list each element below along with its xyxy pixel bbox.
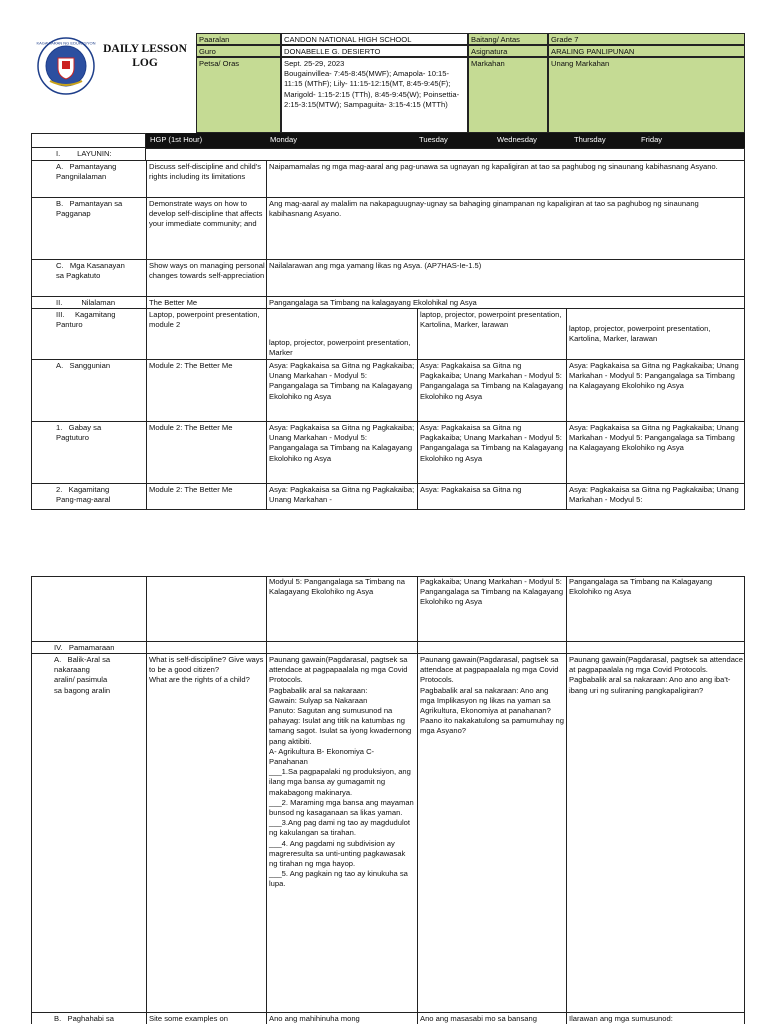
continuation-row <box>31 576 745 642</box>
row-iii-label: III. Kagamitang Panturo <box>56 310 116 330</box>
asignatura-value: ARALING PANLIPUNAN <box>548 45 745 57</box>
row-balik-tuesday: Paunang gawain(Pagdarasal, pagtsek sa attendace at pagpapaalala ng mga Covid Protocols. Pagbabalik aral sa nakaraan: Ano ang mga Implikasyon ng likas na yaman sa Agrikultura, Ekonomiya at panahanan? Paano ito nakakatulong sa pamumuhay ng mga Asyano? <box>420 655 564 736</box>
row-balik-hgp: What is self-discipline? Give ways to be a good citizen? What are the rights of a child? <box>149 655 264 685</box>
row-balik-label: A. Balik-Aral sa nakaraang aralin/ pasimula sa bagong aralin <box>54 655 111 695</box>
markahan-label: Markahan <box>468 57 548 133</box>
row-ii-main: Pangangalaga sa Timbang na kalagayang Ekolohikal ng Asya <box>269 298 477 307</box>
row-gabay-label: 1. Gabay sa Pagtuturo <box>56 423 102 443</box>
row-iii-tuesday: laptop, projector, powerpoint presentation, Kartolina, Marker, larawan <box>420 310 562 330</box>
row-paghahabi-label: B. Paghahabi sa <box>54 1014 114 1023</box>
deped-seal-logo <box>36 36 96 96</box>
row-paghahabi-tuesday: Ano ang masasabi mo sa bansang <box>420 1014 537 1023</box>
baitang-value: Grade 7 <box>548 33 745 45</box>
row-paghahabi-monday: Ano ang mahihinuha mong <box>269 1014 360 1023</box>
asignatura-label: Asignatura <box>468 45 548 57</box>
monday-header: Monday <box>270 135 298 144</box>
layunin-label: I. LAYUNIN: <box>56 149 112 158</box>
paaralan-label: Paaralan <box>196 33 281 45</box>
row-iii-hgp: Laptop, powerpoint presentation, module 2 <box>149 310 260 330</box>
wednesday-header: Wednesday <box>497 135 537 144</box>
gabay-sa-pagtuturo-row <box>31 422 745 484</box>
row-sanggunian-monday: Asya: Pagkakaisa sa Gitna ng Pagkakaiba; Unang Markahan - Modyul 5: Pangangalaga sa Timbang na Kalagayang Ekolohiko ng Asya <box>269 361 415 401</box>
row-gabay-monday: Asya: Pagkakaisa sa Gitna ng Pagkakaiba; Unang Markahan - Modyul 5: Pangangalaga sa Timbang na Kalagayang Ekolohiko ng Asya <box>269 423 415 463</box>
row-b-label: B. Pamantayan sa Pagganap <box>56 199 123 219</box>
paghahabi-row <box>31 1013 745 1024</box>
pamamaraan-row <box>31 642 745 654</box>
petsa-label: Petsa/ Oras <box>196 57 281 133</box>
row-ii-hgp: The Better Me <box>149 298 198 307</box>
row-gabay-tuesday: Asya: Pagkakaisa sa Gitna ng Pagkakaiba; Unang Markahan - Modyul 5: Pangangalaga sa Timbang na Kalagayang Ekolohiko ng Asya <box>420 423 564 463</box>
cont-monday: Modyul 5: Pangangalaga sa Timbang na Kalagayang Ekolohiko ng Asya <box>269 577 405 597</box>
row-iii-monday: laptop, projector, powerpoint presentation, Marker <box>269 338 411 358</box>
row-balik-monday: Paunang gawain(Pagdarasal, pagtsek sa attendace at pagpapaalala ng mga Covid Protocols. Pagbabalik aral sa nakaraan: Gawain: Sulyap sa Nakaraan Panuto: Sagutan ang sumusunod na pahayag: Isulat ang titik na katumbas ng tamang sagot. Isulat sa iyong kwadernong pang aktibiti. A- Agrikultura B- Ekonomiya C- Panahanan ___1.Sa pagpapalaki ng produksiyon, ang ilang mga bansa ay gumagamit ng makabagong makinarya. ___2. Maraming mga bansa ang mayaman bunsod ng kasaganaan sa likas yaman. ___3.Ang pag dami ng tao ay magdudulot ng kakulangan sa tirahan. ___4. Ang pagdami ng subdivision ay magreresulta sa unti-unting pagkawasak ng tirahan ng mga hayop. ___5. Ang pagkain ng tao ay kinukuha sa lupa. <box>269 655 414 889</box>
cont-thursday: Pangangalaga sa Timbang na Kalagayang Ekolohiko ng Asya <box>569 577 713 597</box>
markahan-value: Unang Markahan <box>548 57 745 133</box>
row-sanggunian-tuesday: Asya: Pagkakaisa sa Gitna ng Pagkakaiba; Unang Markahan - Modyul 5: Pangangalaga sa Timbang na Kalagayang Ekolohiko ng Asya <box>420 361 564 401</box>
row-b-main: Ang mag-aaral ay malalim na nakapaguugnay-ugnay sa bahaging ginampanan ng kapaligiran at tao sa paghubog ng sinaunang kabihasnang Asyano. <box>269 199 699 219</box>
row-balik-thursday: Paunang gawain(Pagdarasal, pagtsek sa attendace at pagpapaalala ng mga Covid Protocols. Pagbabalik aral sa nakaraan: Ano ano ang iba't-ibang uri ng suliraning pangkapaligiran? <box>569 655 743 695</box>
row-gabay-thursday: Asya: Pagkakaisa sa Gitna ng Pagkakaiba; Unang Markahan - Modyul 5: Pangangalaga sa Timbang na Kalagayang Ekolohiko ng Asya <box>569 423 739 453</box>
tuesday-header: Tuesday <box>419 135 448 144</box>
kagamitang-pang-mag-aaral-row <box>31 484 745 510</box>
row-paghahabi-hgp: Site some examples on <box>149 1014 228 1023</box>
pamantayang-pangnilalaman-row <box>31 161 745 198</box>
row-kag-tuesday: Asya: Pagkakaisa sa Gitna ng <box>420 485 522 494</box>
nilalaman-row <box>31 297 745 309</box>
row-a-main: Naipamamalas ng mga mag-aaral ang pag-unawa sa ugnayan ng kapaligiran at tao sa paghubog ng sinaunang kabihasnang Asyano. <box>269 162 718 171</box>
row-kag-thursday: Asya: Pagkakaisa sa Gitna ng Pagkakaiba; Unang Markahan - Modyul 5: <box>569 485 739 505</box>
guro-value: DONABELLE G. DESIERTO <box>281 45 468 57</box>
logo-text: KAGAWARAN NG EDUKASYON <box>36 40 96 46</box>
pamantayan-sa-pagganap-row <box>31 198 745 260</box>
petsa-value: Sept. 25-29, 2023 Bougainvillea- 7:45-8:45(MWF); Amapola- 10:15-11:15 (MThF); Lily- 11:15-12:15(MT, 8:45-9:45(F); Marigold- 1:15-2:15 (TTh), 8:45-9:45(W); Poinsettia- 2:15-3:15(MTW); Sampaguita- 3:15-4:15 (MTTh) <box>281 57 468 133</box>
baitang-label: Baitang/ Antas <box>468 33 548 45</box>
row-a-hgp: Discuss self-discipline and child's rights including its limitations <box>149 162 262 182</box>
row-sanggunian-hgp: Module 2: The Better Me <box>149 361 233 370</box>
row-kag-monday: Asya: Pagkakaisa sa Gitna ng Pagkakaiba; Unang Markahan - <box>269 485 415 505</box>
sanggunian-row <box>31 360 745 422</box>
page-title: DAILY LESSON LOG <box>103 43 187 69</box>
row-sanggunian-thursday: Asya: Pagkakaisa sa Gitna ng Pagkakaiba; Unang Markahan - Modyul 5: Pangangalaga sa Timbang na Kalagayang Ekolohiko ng Asya <box>569 361 739 391</box>
row-c-hgp: Show ways on managing personal changes towards self-appreciation <box>149 261 265 281</box>
row-a-label: A. Pamantayang Pangnilalaman <box>56 162 117 182</box>
row-c-label: C. Mga Kasanayan sa Pagkatuto <box>56 261 125 281</box>
row-kag-label: 2. Kagamitang Pang-mag-aaral <box>56 485 111 505</box>
row-ii-label: II. Nilalaman <box>56 298 116 307</box>
row-paghahabi-thursday: Ilarawan ang mga sumusunod: <box>569 1014 673 1023</box>
row-iii-thursday: laptop, projector, powerpoint presentation, Kartolina, Marker, larawan <box>569 324 711 344</box>
guro-label: Guro <box>196 45 281 57</box>
row-sanggunian-label: A. Sanggunian <box>56 361 111 370</box>
mga-kasanayan-row <box>31 260 745 297</box>
row-c-main: Nailalarawan ang mga yamang likas ng Asya. (AP7HAS-Ie-1.5) <box>269 261 482 270</box>
thursday-header: Thursday <box>574 135 606 144</box>
row-gabay-hgp: Module 2: The Better Me <box>149 423 233 432</box>
friday-header: Friday <box>641 135 663 144</box>
row-kag-hgp: Module 2: The Better Me <box>149 485 233 494</box>
paaralan-value: CANDON NATIONAL HIGH SCHOOL <box>281 33 468 45</box>
row-b-hgp: Demonstrate ways on how to develop self-discipline that affects your immediate community; and <box>149 199 263 229</box>
balik-aral-row <box>31 654 745 1013</box>
row-iv-label: IV. Pamamaraan <box>54 643 115 652</box>
cont-tuesday: Pagkakaiba; Unang Markahan - Modyul 5: Pangangalaga sa Timbang na Kalagayang Ekolohiko ng Asya <box>420 577 564 607</box>
hgp-header: HGP (1st Hour) <box>150 135 203 144</box>
kagamitang-panturo-row <box>31 309 745 360</box>
